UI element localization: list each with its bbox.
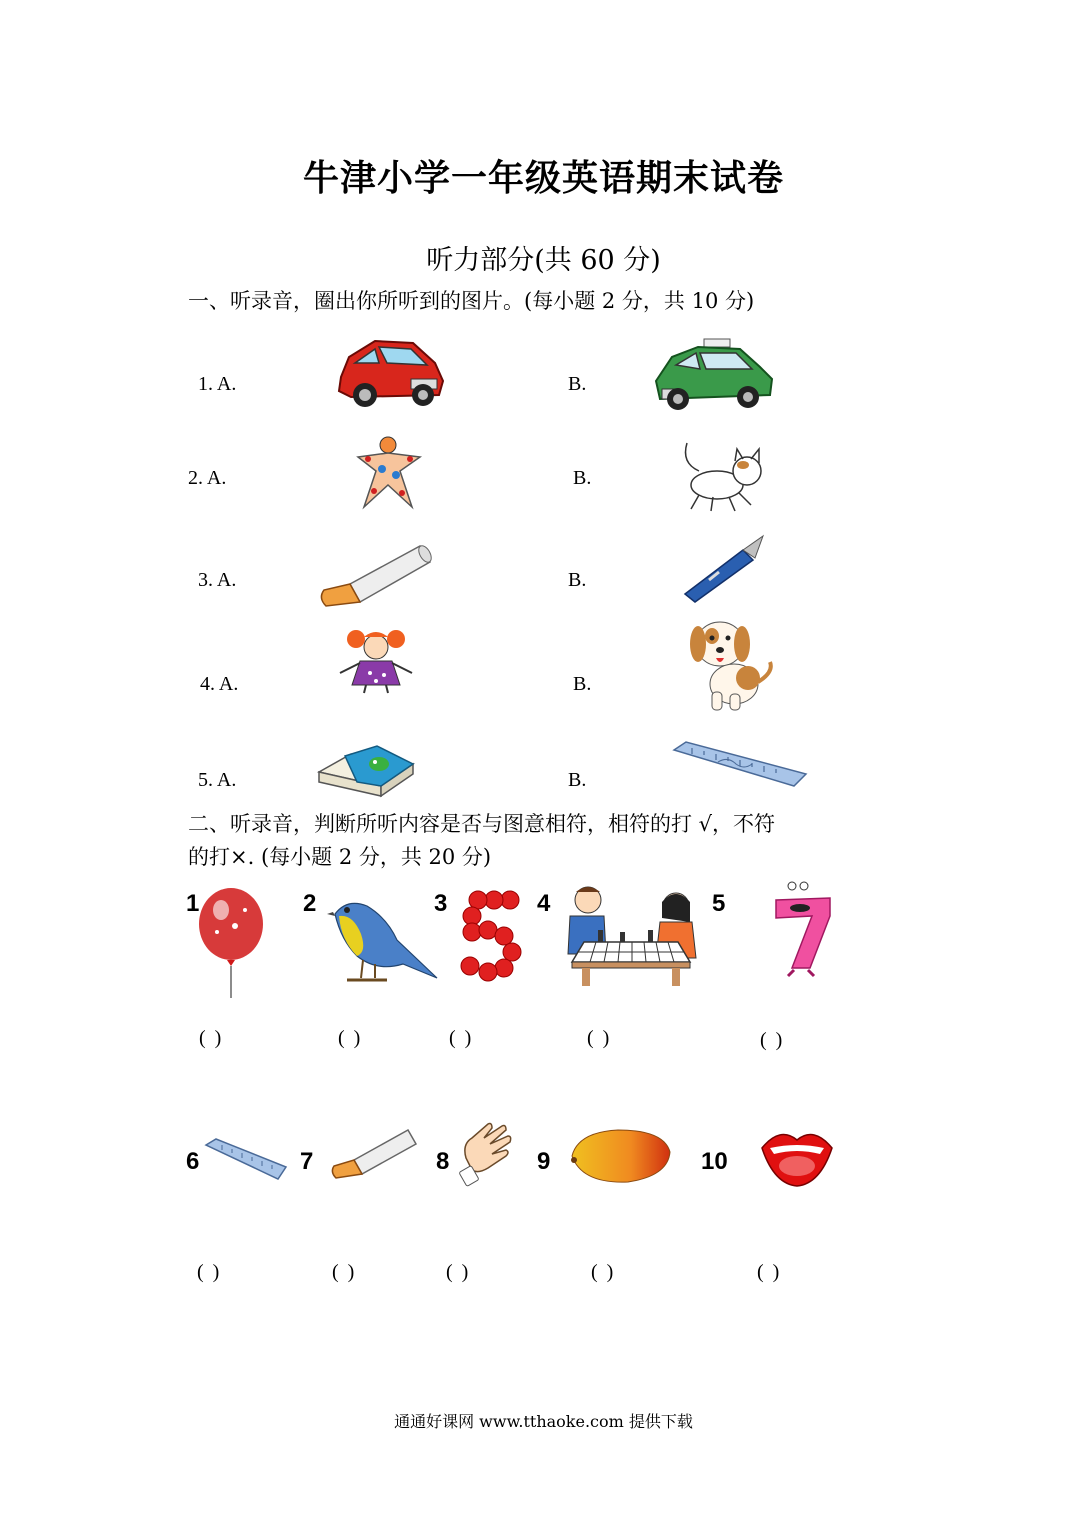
number-seven-icon[interactable]: [770, 880, 836, 978]
item-number: 6: [186, 1148, 200, 1175]
hand-icon[interactable]: [458, 1118, 514, 1188]
crayon-icon[interactable]: [330, 1126, 418, 1184]
chess-icon[interactable]: [558, 882, 704, 986]
answer-blank[interactable]: ( ): [338, 1027, 363, 1049]
ruler-icon[interactable]: [672, 740, 808, 790]
item-number: 9: [537, 1148, 551, 1175]
mouth-icon[interactable]: [760, 1122, 834, 1188]
number-five-icon[interactable]: [452, 890, 524, 982]
option-label: B.: [573, 467, 592, 489]
item-number: 2: [303, 890, 317, 917]
option-label: B.: [573, 673, 592, 695]
answer-blank[interactable]: ( ): [587, 1027, 612, 1049]
answer-blank[interactable]: ( ): [197, 1261, 222, 1283]
mango-icon[interactable]: [568, 1126, 672, 1186]
ruler-icon[interactable]: [204, 1137, 288, 1181]
item-number: 4: [537, 890, 551, 917]
balloon-icon[interactable]: [195, 886, 269, 998]
item-number: 5: [712, 890, 726, 917]
part1-instruction: 一、听录音，圈出你所听到的图片。(每小题 2 分，共 10 分): [188, 289, 755, 313]
car-icon[interactable]: [335, 333, 447, 409]
part2-instruction-line2: 的打×. (每小题 2 分，共 20 分): [188, 845, 492, 869]
taxi-icon[interactable]: [652, 337, 776, 413]
option-label: 1. A.: [198, 373, 237, 395]
kite-icon[interactable]: [348, 435, 426, 511]
item-number: 10: [701, 1148, 728, 1175]
option-label: 4. A.: [200, 673, 239, 695]
answer-blank[interactable]: ( ): [760, 1029, 785, 1051]
section-subtitle: 听力部分(共 60 分): [426, 245, 661, 276]
bird-icon[interactable]: [327, 894, 439, 982]
option-label: B.: [568, 373, 587, 395]
item-number: 8: [436, 1148, 450, 1175]
option-label: B.: [568, 769, 587, 791]
cat-icon[interactable]: [677, 433, 771, 513]
footer-source: 通通好课网 www.tthaoke.com 提供下载: [394, 1412, 693, 1431]
answer-blank[interactable]: ( ): [199, 1027, 224, 1049]
answer-blank[interactable]: ( ): [332, 1261, 357, 1283]
pen-icon[interactable]: [679, 532, 769, 604]
option-label: B.: [568, 569, 587, 591]
item-number: 1: [186, 890, 200, 917]
page-title: 牛津小学一年级英语期末试卷: [302, 157, 784, 199]
part2-instruction-line1: 二、听录音，判断所听内容是否与图意相符，相符的打 √，不符: [188, 812, 776, 836]
item-number: 7: [300, 1148, 314, 1175]
crayon-icon[interactable]: [316, 540, 434, 614]
answer-blank[interactable]: ( ): [757, 1261, 782, 1283]
option-label: 5. A.: [198, 769, 237, 791]
item-number: 3: [434, 890, 448, 917]
doll-icon[interactable]: [330, 627, 422, 693]
option-label: 3. A.: [198, 569, 237, 591]
answer-blank[interactable]: ( ): [591, 1261, 616, 1283]
rubber-icon[interactable]: [317, 742, 415, 798]
option-label: 2. A.: [188, 467, 227, 489]
answer-blank[interactable]: ( ): [446, 1261, 471, 1283]
dog-icon[interactable]: [690, 612, 776, 710]
answer-blank[interactable]: ( ): [449, 1027, 474, 1049]
